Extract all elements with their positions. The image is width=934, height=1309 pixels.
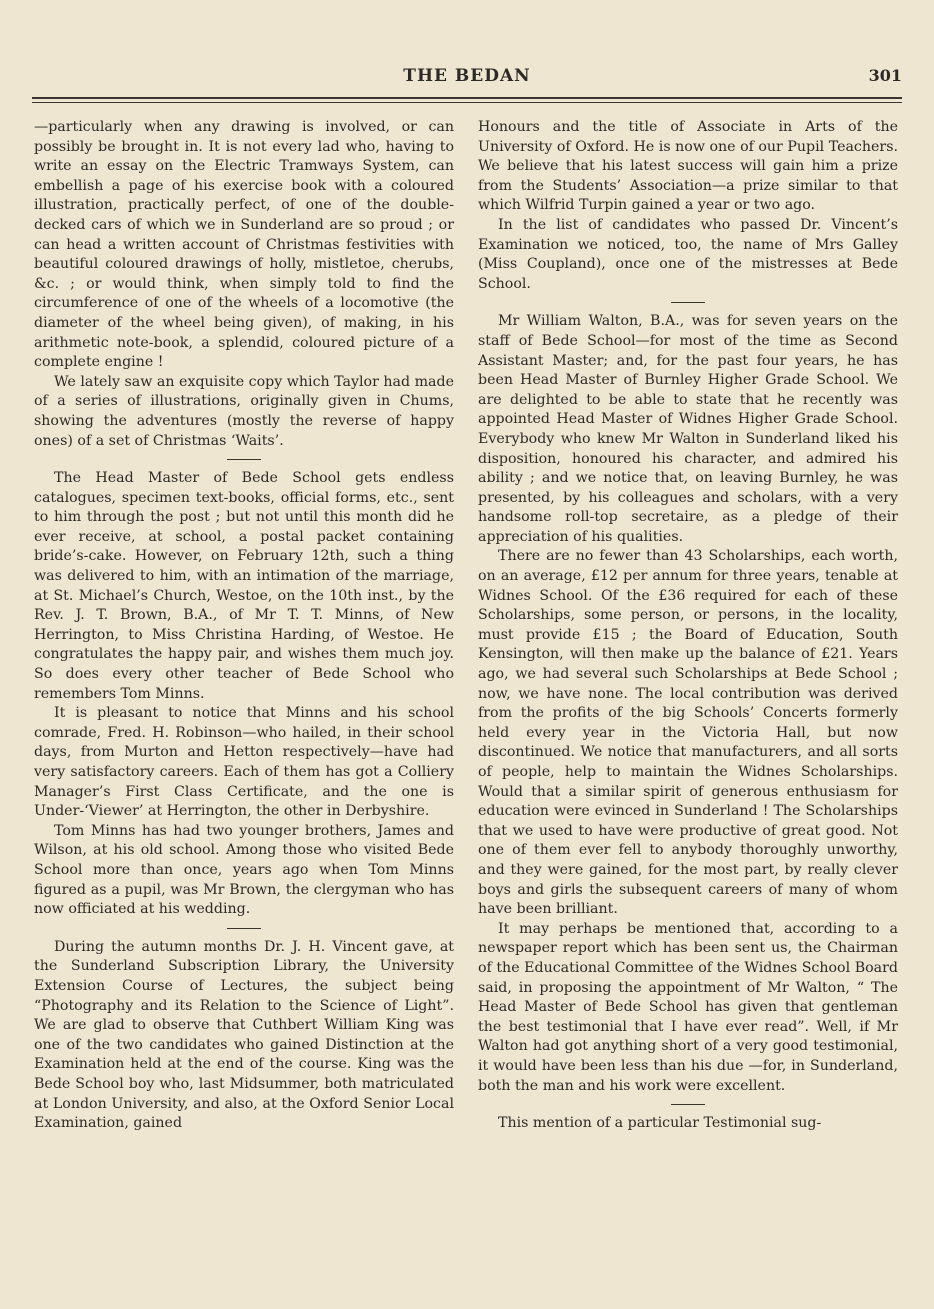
paragraph: We lately saw an exquisite copy which Taylor had made of a series of illustrations, originally given in Chums, showing the adventures (mostly the reverse of happy ones) of a set of Christmas ‘Waits’. [34,373,454,449]
running-head [32,66,902,90]
paragraph: It is pleasant to notice that Minns and his school comrade, Fred. H. Robinson—who hailed, in their school days, from Murton and Hetton respectively—have had very satisfactory careers. Each of them has got a Colliery Manager’s First Class Certificate, and the one is Under-‘Viewer’ at Herrington, the other in Derbyshire. [34,705,454,820]
paragraph: There are no fewer than 43 Scholarships, each worth, on an average, £12 per annum for three years, tenable at Widnes School. Of the £36 required for each of these Scholarships, some person, or persons, in the locality, must provide £15 ; the Board of Education, South Kensington, will then make up the balance of £21. Years ago, we had several such Scholarships at Bede School ; now, we have none. The local contribution was derived from the profits of the big Schools’ Concerts formerly held every year in the Victoria Hall, but now discontinued. We notice that manufacturers, and all sorts of people, help to maintain the Widnes Scholarships. Would that a similar spirit of generous enthusiasm for education were evinced in Sunderland ! The Scholarships that we used to have were productive of great good. Not one of them ever fell to anybody thoroughly unworthy, and they were gained, for the most part, by really clever boys and girls the subsequent careers of many of whom have been brilliant. [478,548,898,918]
paragraph: The Head Master of Bede School gets endless catalogues, specimen text-books, official forms, etc., sent to him through the post ; but not until this month did he ever receive, at school, a postal packet containing bride’s-cake. However, on February 12th, such a thing was delivered to him, with an intimation of the marriage, at St. Michael’s Church, Westoe, on the 10th inst., by the Rev. J. T. Brown, B.A., of Mr T. T. Minns, of New Herrington, to Miss Christina Harding, of Westoe. He congratulates the happy pair, and wishes them much joy. So does every other teacher of Bede School who remembers Tom Minns. [34,470,454,702]
left-column [34,118,454,1134]
page-header-title: THE BEDAN [403,66,531,86]
page-number: 301 [868,66,902,85]
section-divider [227,928,261,929]
paragraph: This mention of a particular Testimonial sug- [498,1115,822,1132]
paragraph: In the list of candidates who passed Dr. Vincent’s Examination we noticed, too, the name of Mrs Galley (Miss Coupland), once one of the mistresses at Bede School. [478,216,898,292]
header-rule-thin [32,102,902,103]
section-divider [671,1104,705,1105]
section-divider [671,302,705,303]
paragraph: —particularly when any drawing is involved, or can possibly be brought in. It is not every lad who, having to write an essay on the Electric Tramways System, can embellish a page of his exercise book with a coloured illustration, practically perfect, of one of the double-decked cars of which we in Sunderland are so proud ; or can head a written account of Christmas festivities with beautiful coloured drawings of holly, mistletoe, cherubs, &c. ; or would think, when simply told to find the circumference of one of the wheels of a locomotive (the diameter of the wheel being given), of making, in his arithmetic note-book, a splendid, coloured picture of a complete engine ! [34,119,454,371]
header-rule-thick [32,97,902,99]
paragraph: Tom Minns has had two younger brothers, James and Wilson, at his old school. Among those who visited Bede School more than once, years ago when Tom Minns figured as a pupil, was Mr Brown, the clergyman who has now officiated at his wedding. [34,822,454,918]
paragraph: During the autumn months Dr. J. H. Vincent gave, at the Sunderland Subscription Library, the University Extension Course of Lectures, the subject being “Photography and its Relation to the Science of Light”. We are glad to observe that Cuthbert William King was one of the two candidates who gained Distinction at the Examination held at the end of the course. King was the Bede School boy who, last Midsummer, both matriculated at London University, and also, at the Oxford Senior Local Examination, gained [34,938,454,1132]
paragraph: Mr William Walton, B.A., was for seven years on the staff of Bede School—for most of the time as Second Assistant Master; and, for the past four years, he has been Head Master of Burnley Higher Grade School. We are delighted to be able to state that he recently was appointed Head Master of Widnes Higher Grade School. Everybody who knew Mr Walton in Sunderland liked his disposition, honoured his character, and admired his ability ; and we notice that, on leaving Burnley, he was presented, by his colleagues and scholars, with a very handsome roll-top secretaire, as a pledge of their appreciation of his qualities. [478,313,898,545]
right-column [478,118,898,1134]
section-divider [227,459,261,460]
paragraph: Honours and the title of Associate in Arts of the University of Oxford. He is now one of our Pupil Teachers. We believe that his latest success will gain him a prize from the Students’ Association—a prize similar to that which Wilfrid Turpin gained a year or two ago. [478,119,898,214]
paragraph: It may perhaps be mentioned that, according to a newspaper report which has been sent us, the Chairman of the Educational Committee of the Widnes School Board said, in proposing the appointment of Mr Walton, “ The Head Master of Bede School has given that gentleman the best testimonial that I have ever read”. Well, if Mr Walton had got anything short of a very good testimonial, it would have been less than his due —for, in Sunderland, both the man and his work were excellent. [478,920,898,1094]
